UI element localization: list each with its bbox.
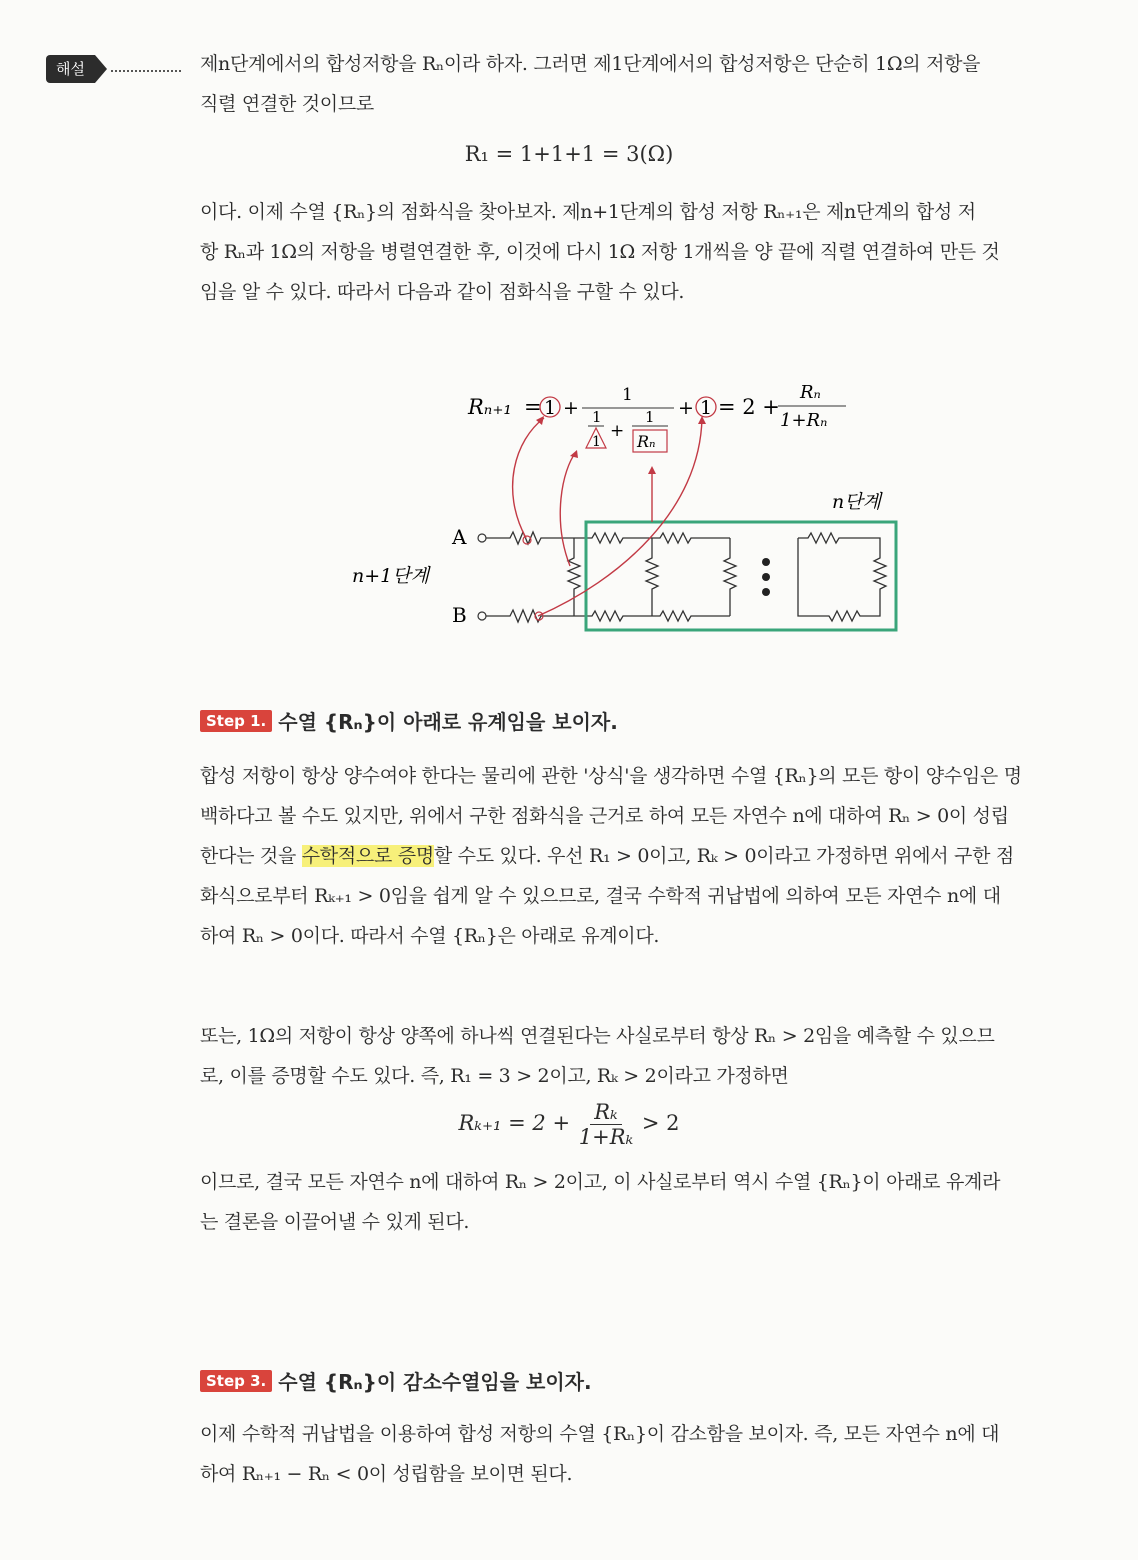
formula-eq-sign: =: [524, 395, 542, 419]
intro-paragraph: [200, 44, 1052, 124]
label-terminal-a: A: [452, 525, 467, 549]
recurrence-line-1: 이다. 이제 수열 {Rₙ}의 점화식을 찾아보자. 제n+1단계의 합성 저항 Rₙ₊₁은 제n단계의 합성 저: [200, 201, 976, 223]
formula-inner-num-a: 1: [592, 408, 602, 426]
tag-dotted-leader: [111, 70, 181, 72]
formula-plus-3: +: [678, 397, 694, 419]
step1-p1-line-2: 백하다고 볼 수도 있지만, 위에서 구한 점화식을 근거로 하여 모든 자연수 n에 대하여 Rₙ > 0이 성립: [200, 805, 1009, 827]
step1-p1-line-3a: 한다는 것을: [200, 845, 302, 867]
formula-inner-one: 1: [592, 434, 601, 450]
label-terminal-b: B: [452, 603, 467, 627]
step1-paragraph-1: [200, 756, 1052, 956]
formula-lhs: Rₙ₊₁: [468, 395, 512, 419]
step1-p1-line-1: 합성 저항이 항상 양수여야 한다는 물리에 관한 '상식'을 생각하면 수열 {Rₙ}의 모든 항이 양수임은 명: [200, 765, 1022, 787]
step3-line-1: 이제 수학적 귀납법을 이용하여 합성 저항의 수열 {Rₙ}이 감소함을 보이자. 즉, 모든 자연수 n에 대: [200, 1423, 1000, 1445]
ellipsis-dot-3: [762, 588, 770, 596]
eq2-lhs: Rₖ₊₁ = 2 +: [458, 1111, 571, 1135]
step1-heading: [200, 706, 618, 735]
eq2-fraction: [579, 1100, 633, 1149]
highlight-math-proof: 수학적으로 증명: [301, 845, 434, 867]
step1-p1-line-4: 화식으로부터 Rₖ₊₁ > 0임을 쉽게 알 수 있으므로, 결국 수학적 귀납법에 의하여 모든 자연수 n에 대: [200, 885, 1001, 907]
formula-rhs: = 2 +: [718, 395, 780, 419]
label-stage-n1: n+1단계: [352, 565, 429, 587]
formula-inner-rn: Rₙ: [637, 432, 656, 451]
terminal-a-icon: [478, 534, 486, 542]
annotation-arrows: [513, 418, 702, 616]
circuit-wires: [486, 532, 886, 622]
label-stage-n: n단계: [832, 491, 881, 513]
ellipsis-dot-1: [762, 558, 770, 566]
eq2-rhs: > 2: [641, 1111, 680, 1135]
step1-p1-line-5: 하여 Rₙ > 0이다. 따라서 수열 {Rₙ}은 아래로 유계이다.: [200, 925, 660, 947]
step3-paragraph: [200, 1414, 1052, 1494]
step1-p3-line-2: 는 결론을 이끌어낼 수 있게 된다.: [200, 1211, 470, 1233]
formula-one-a: 1: [544, 397, 557, 419]
eq2-num: Rₖ: [590, 1100, 621, 1125]
terminal-b-icon: [478, 612, 486, 620]
eq2-den: 1+Rₖ: [578, 1125, 634, 1149]
step1-badge: Step 1.: [200, 710, 272, 732]
solution-tag-label: 해설: [46, 55, 95, 83]
solution-tag: [46, 55, 181, 83]
formula-inner-num-b: 1: [645, 408, 655, 426]
step1-p3-line-1: 이므로, 결국 모든 자연수 n에 대하여 Rₙ > 2이고, 이 사실로부터 역시 수열 {Rₙ}이 아래로 유계라: [200, 1171, 1001, 1193]
step1-p1-line-3: [200, 836, 1052, 876]
circuit-diagram: [330, 370, 930, 650]
equation-r1: R₁ = 1+1+1 = 3(Ω): [464, 142, 674, 166]
step3-badge: Step 3.: [200, 1370, 272, 1392]
intro-line-1: 제n단계에서의 합성저항을 Rₙ이라 하자. 그러면 제1단계에서의 합성저항은 단순히 1Ω의 저항을: [200, 53, 981, 75]
step3-heading: [200, 1366, 592, 1395]
step1-p1-line-3b: 할 수도 있다. 우선 R₁ > 0이고, Rₖ > 0이라고 가정하면 위에서 구한 점: [433, 845, 1014, 867]
formula-rhs-den: 1+Rₙ: [780, 410, 828, 431]
step1-paragraph-3: [200, 1162, 1052, 1242]
recurrence-paragraph: [200, 192, 1052, 312]
step1-p2-line-1: 또는, 1Ω의 저항이 항상 양쪽에 하나씩 연결된다는 사실로부터 항상 Rₙ > 2임을 예측할 수 있으므: [200, 1025, 995, 1047]
step3-title: 수열 {Rₙ}이 감소수열임을 보이자.: [278, 1370, 592, 1394]
formula-rhs-num: Rₙ: [800, 382, 821, 403]
formula-one-b: 1: [700, 397, 713, 419]
equation-rk1: [0, 1100, 1138, 1149]
formula-frac-num: 1: [622, 385, 633, 405]
recurrence-line-2: 항 Rₙ과 1Ω의 저항을 병렬연결한 후, 이것에 다시 1Ω 저항 1개씩을 양 끝에 직렬 연결하여 만든 것: [200, 241, 1000, 263]
tag-arrow-icon: [95, 55, 107, 83]
step3-line-2: 하여 Rₙ₊₁ − Rₙ < 0이 성립함을 보이면 된다.: [200, 1463, 573, 1485]
recurrence-line-3: 임을 알 수 있다. 따라서 다음과 같이 점화식을 구할 수 있다.: [200, 281, 685, 303]
formula-plus-2: +: [610, 421, 625, 441]
step1-title: 수열 {Rₙ}이 아래로 유계임을 보이자.: [278, 710, 618, 734]
step1-paragraph-2: [200, 1016, 1052, 1096]
step1-p2-line-2: 로, 이를 증명할 수도 있다. 즉, R₁ = 3 > 2이고, Rₖ > 2이라고 가정하면: [200, 1065, 789, 1087]
formula-plus-1: +: [563, 397, 579, 419]
intro-line-2: 직렬 연결한 것이므로: [200, 93, 374, 115]
ellipsis-dot-2: [762, 573, 770, 581]
